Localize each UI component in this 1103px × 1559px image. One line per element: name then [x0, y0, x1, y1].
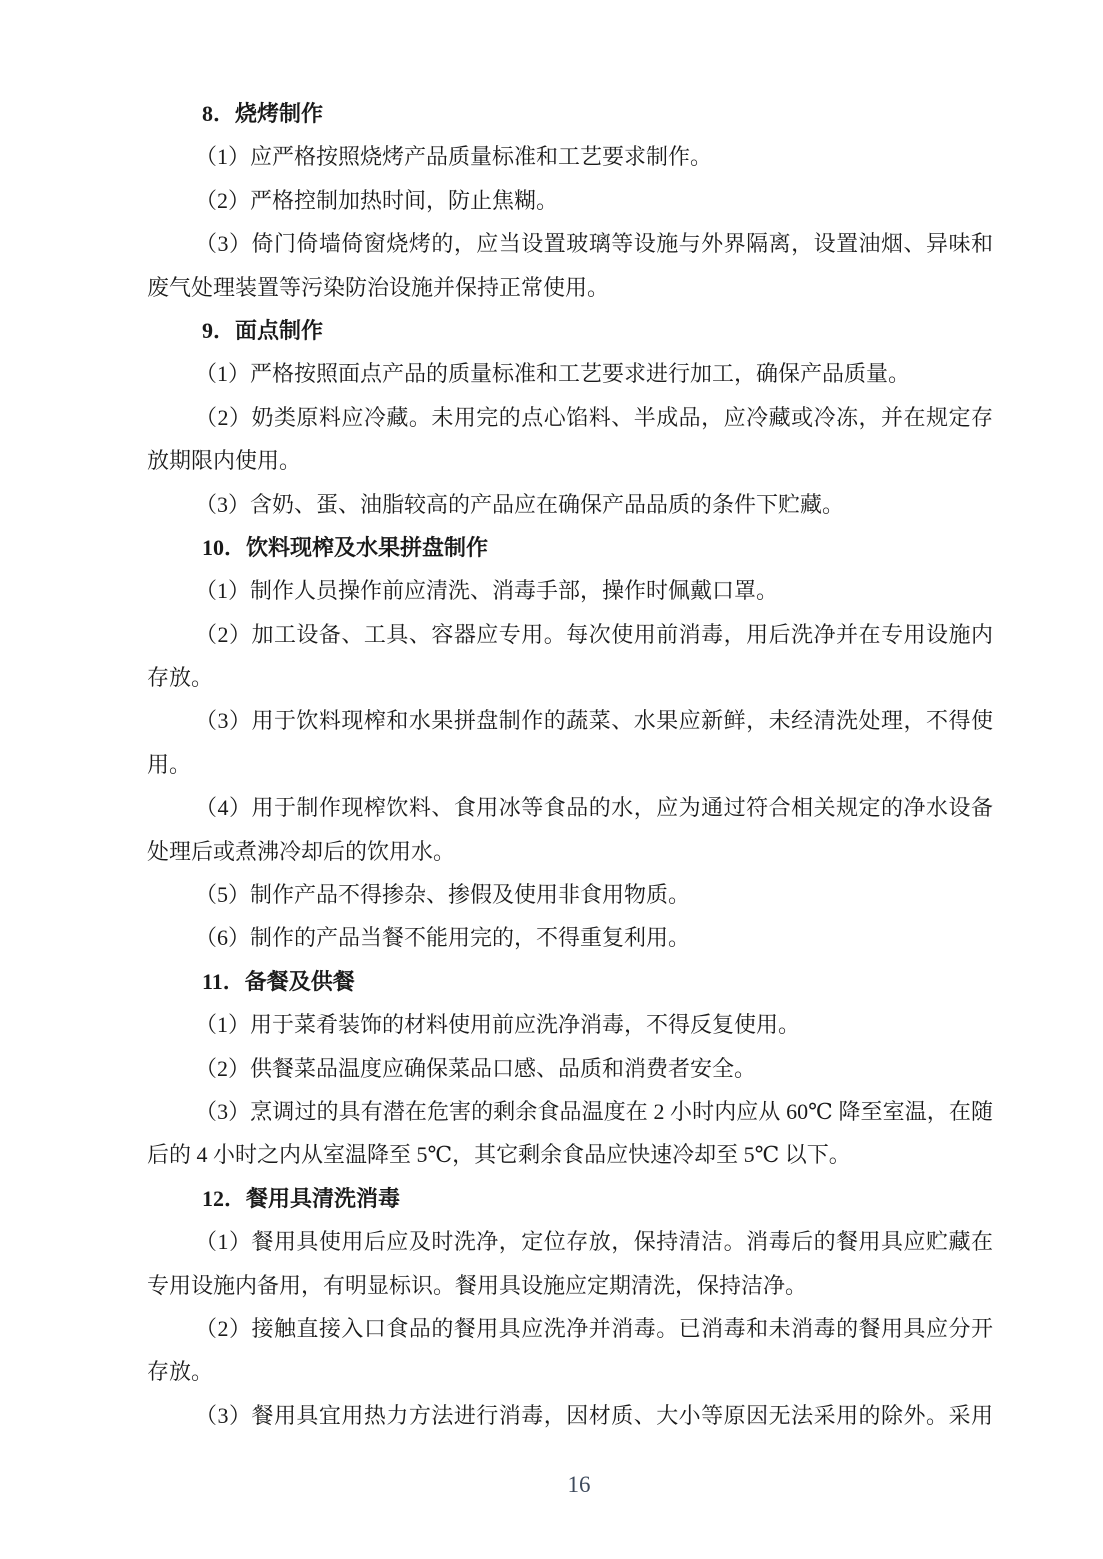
text-line: （1）制作人员操作前应清洗、消毒手部，操作时佩戴口罩。 — [195, 578, 779, 604]
text-line: （5）制作产品不得掺杂、掺假及使用非食用物质。 — [195, 882, 691, 908]
section-heading: 12．餐用具清洗消毒 — [202, 1185, 401, 1211]
text-line: （3）烹调过的具有潜在危害的剩余食品温度在 2 小时内应从 60℃ 降至室温，在随 — [195, 1098, 993, 1124]
text-line: （4）用于制作现榨饮料、食用冰等食品的水，应为通过符合相关规定的净水设备 — [195, 795, 993, 821]
text-line: （2）接触直接入口食品的餐用具应洗净并消毒。已消毒和未消毒的餐用具应分开 — [195, 1315, 993, 1341]
section-heading: 9．面点制作 — [202, 317, 324, 343]
text-line: （2）供餐菜品温度应确保菜品口感、品质和消费者安全。 — [195, 1055, 757, 1081]
text-line: （1）应严格按照烧烤产品质量标准和工艺要求制作。 — [195, 144, 713, 170]
text-line: （3）含奶、蛋、油脂较高的产品应在确保产品品质的条件下贮藏。 — [195, 491, 845, 517]
text-line: 存放。 — [147, 665, 214, 691]
section-heading: 11．备餐及供餐 — [202, 968, 355, 994]
text-line: （1）严格按照面点产品的质量标准和工艺要求进行加工，确保产品质量。 — [195, 361, 911, 387]
section-heading: 8．烧烤制作 — [202, 101, 324, 126]
page-footer — [55, 1470, 1103, 1500]
text-line: 专用设施内备用，有明显标识。餐用具设施应定期清洗，保持洁净。 — [147, 1272, 808, 1298]
text-line: （1）餐用具使用后应及时洗净，定位存放，保持清洁。消毒后的餐用具应贮藏在 — [195, 1229, 993, 1255]
text-line: 后的 4 小时之内从室温降至 5℃，其它剩余食品应快速冷却至 5℃ 以下。 — [147, 1142, 851, 1168]
document-body — [147, 92, 993, 1437]
text-line: 废气处理装置等污染防治设施并保持正常使用。 — [147, 274, 610, 300]
text-line: 处理后或煮沸冷却后的饮用水。 — [147, 838, 456, 864]
text-line: （2）加工设备、工具、容器应专用。每次使用前消毒，用后洗净并在专用设施内 — [195, 621, 993, 647]
text-line: 放期限内使用。 — [147, 448, 302, 474]
text-line: （2）严格控制加热时间，防止焦糊。 — [195, 187, 559, 213]
text-line: 用。 — [147, 751, 192, 777]
text-line: （2）奶类原料应冷藏。未用完的点心馅料、半成品，应冷藏或冷冻，并在规定存 — [195, 404, 993, 430]
text-line: （3）用于饮料现榨和水果拼盘制作的蔬菜、水果应新鲜，未经清洗处理，不得使 — [195, 708, 993, 734]
page-number: 16 — [567, 1472, 591, 1497]
text-line: （3）餐用具宜用热力方法进行消毒，因材质、大小等原因无法采用的除外。采用 — [195, 1402, 993, 1428]
text-line: （6）制作的产品当餐不能用完的，不得重复利用。 — [195, 925, 691, 951]
text-line: （3）倚门倚墙倚窗烧烤的，应当设置玻璃等设施与外界隔离，设置油烟、异味和 — [195, 231, 993, 257]
text-line: 存放。 — [147, 1359, 214, 1385]
text-line: （1）用于菜肴装饰的材料使用前应洗净消毒，不得反复使用。 — [195, 1012, 801, 1038]
section-heading: 10．饮料现榨及水果拼盘制作 — [202, 534, 489, 560]
